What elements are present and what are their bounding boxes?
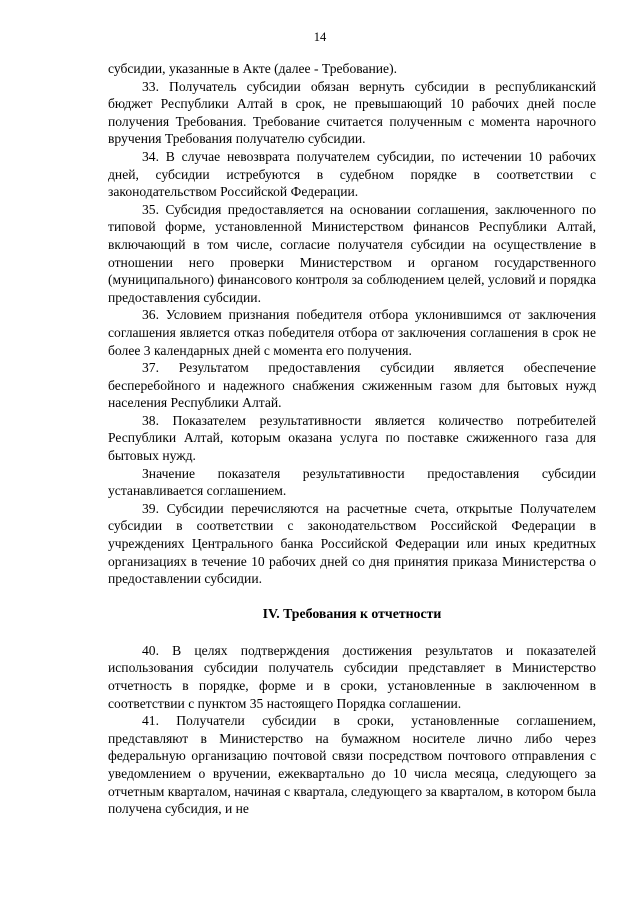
paragraph-40: 40. В целях подтверждения достижения результатов и показателей использования субсидии получатель субсидии представляет в Министерство отчетность в порядке, форме и в сроки, установленные в заключенном в соответствии с пунктом 35 настоящего Порядка соглашении. bbox=[108, 642, 596, 711]
page-number: 14 bbox=[313, 30, 327, 44]
document-body bbox=[108, 60, 596, 818]
paragraph-39: 39. Субсидии перечисляются на расчетные счета, открытые Получателем субсидии в соответствии с законодательством Российской Федерации в учреждениях Центрального банка Российской Федерации или иных кредитных организациях в течение 10 рабочих дней со дня принятия приказа Министерства о предоставлении субсидии. bbox=[108, 500, 596, 587]
paragraph-38-value: Значение показателя результативности предоставления субсидии устанавливается соглашением. bbox=[108, 465, 596, 499]
paragraph-38: 38. Показателем результативности является количество потребителей Республики Алтай, которым оказана услуга по поставке сжиженного газа для бытовых нужд. bbox=[108, 412, 596, 464]
paragraph-37: 37. Результатом предоставления субсидии является обеспечение бесперебойного и надежного снабжения сжиженным газом для бытовых нужд населения Республики Алтай. bbox=[108, 360, 596, 411]
paragraph-35: 35. Субсидия предоставляется на основании соглашения, заключенного по типовой форме, установленной Министерством финансов Республики Алтай, включающий в том числе, согласие получателя субсидии на осуществление в отношении него проверки Министерством и органом государственного (муниципального) финансового контроля за соблюдением целей, условий и порядка предоставления субсидии. bbox=[108, 201, 596, 305]
paragraph-32-continuation: субсидии, указанные в Акте (далее - Требование). bbox=[108, 61, 398, 76]
paragraph-41: 41. Получатели субсидии в сроки, установленные соглашением, представляют в Министерство на бумажном носителе лично либо через федеральную организацию почтовой связи посредством почтового отправления с уведомлением о вручении, ежеквартально до 10 числа месяца, следующего за отчетным кварталом, начиная с квартала, следующего за кварталом, в котором была получена субсидия, и не bbox=[108, 713, 596, 817]
paragraph-36: 36. Условием признания победителя отбора уклонившимся от заключения соглашения является отказ победителя отбора от заключения соглашения в срок не более 3 календарных дней с момента его получения. bbox=[108, 307, 596, 358]
paragraph-34: 34. В случае невозврата получателем субсидии, по истечении 10 рабочих дней, субсидии истребуются в судебном порядке в соответствии с законодательством Российской Федерации. bbox=[108, 148, 596, 200]
paragraph-33: 33. Получатель субсидии обязан вернуть субсидии в республиканский бюджет Республики Алтай в срок, не превышающий 10 рабочих дней после получения Требования. Требование считается полученным с момента нарочного вручения Требования получателю субсидии. bbox=[108, 78, 596, 147]
section-heading: IV. Требования к отчетности bbox=[262, 605, 442, 621]
